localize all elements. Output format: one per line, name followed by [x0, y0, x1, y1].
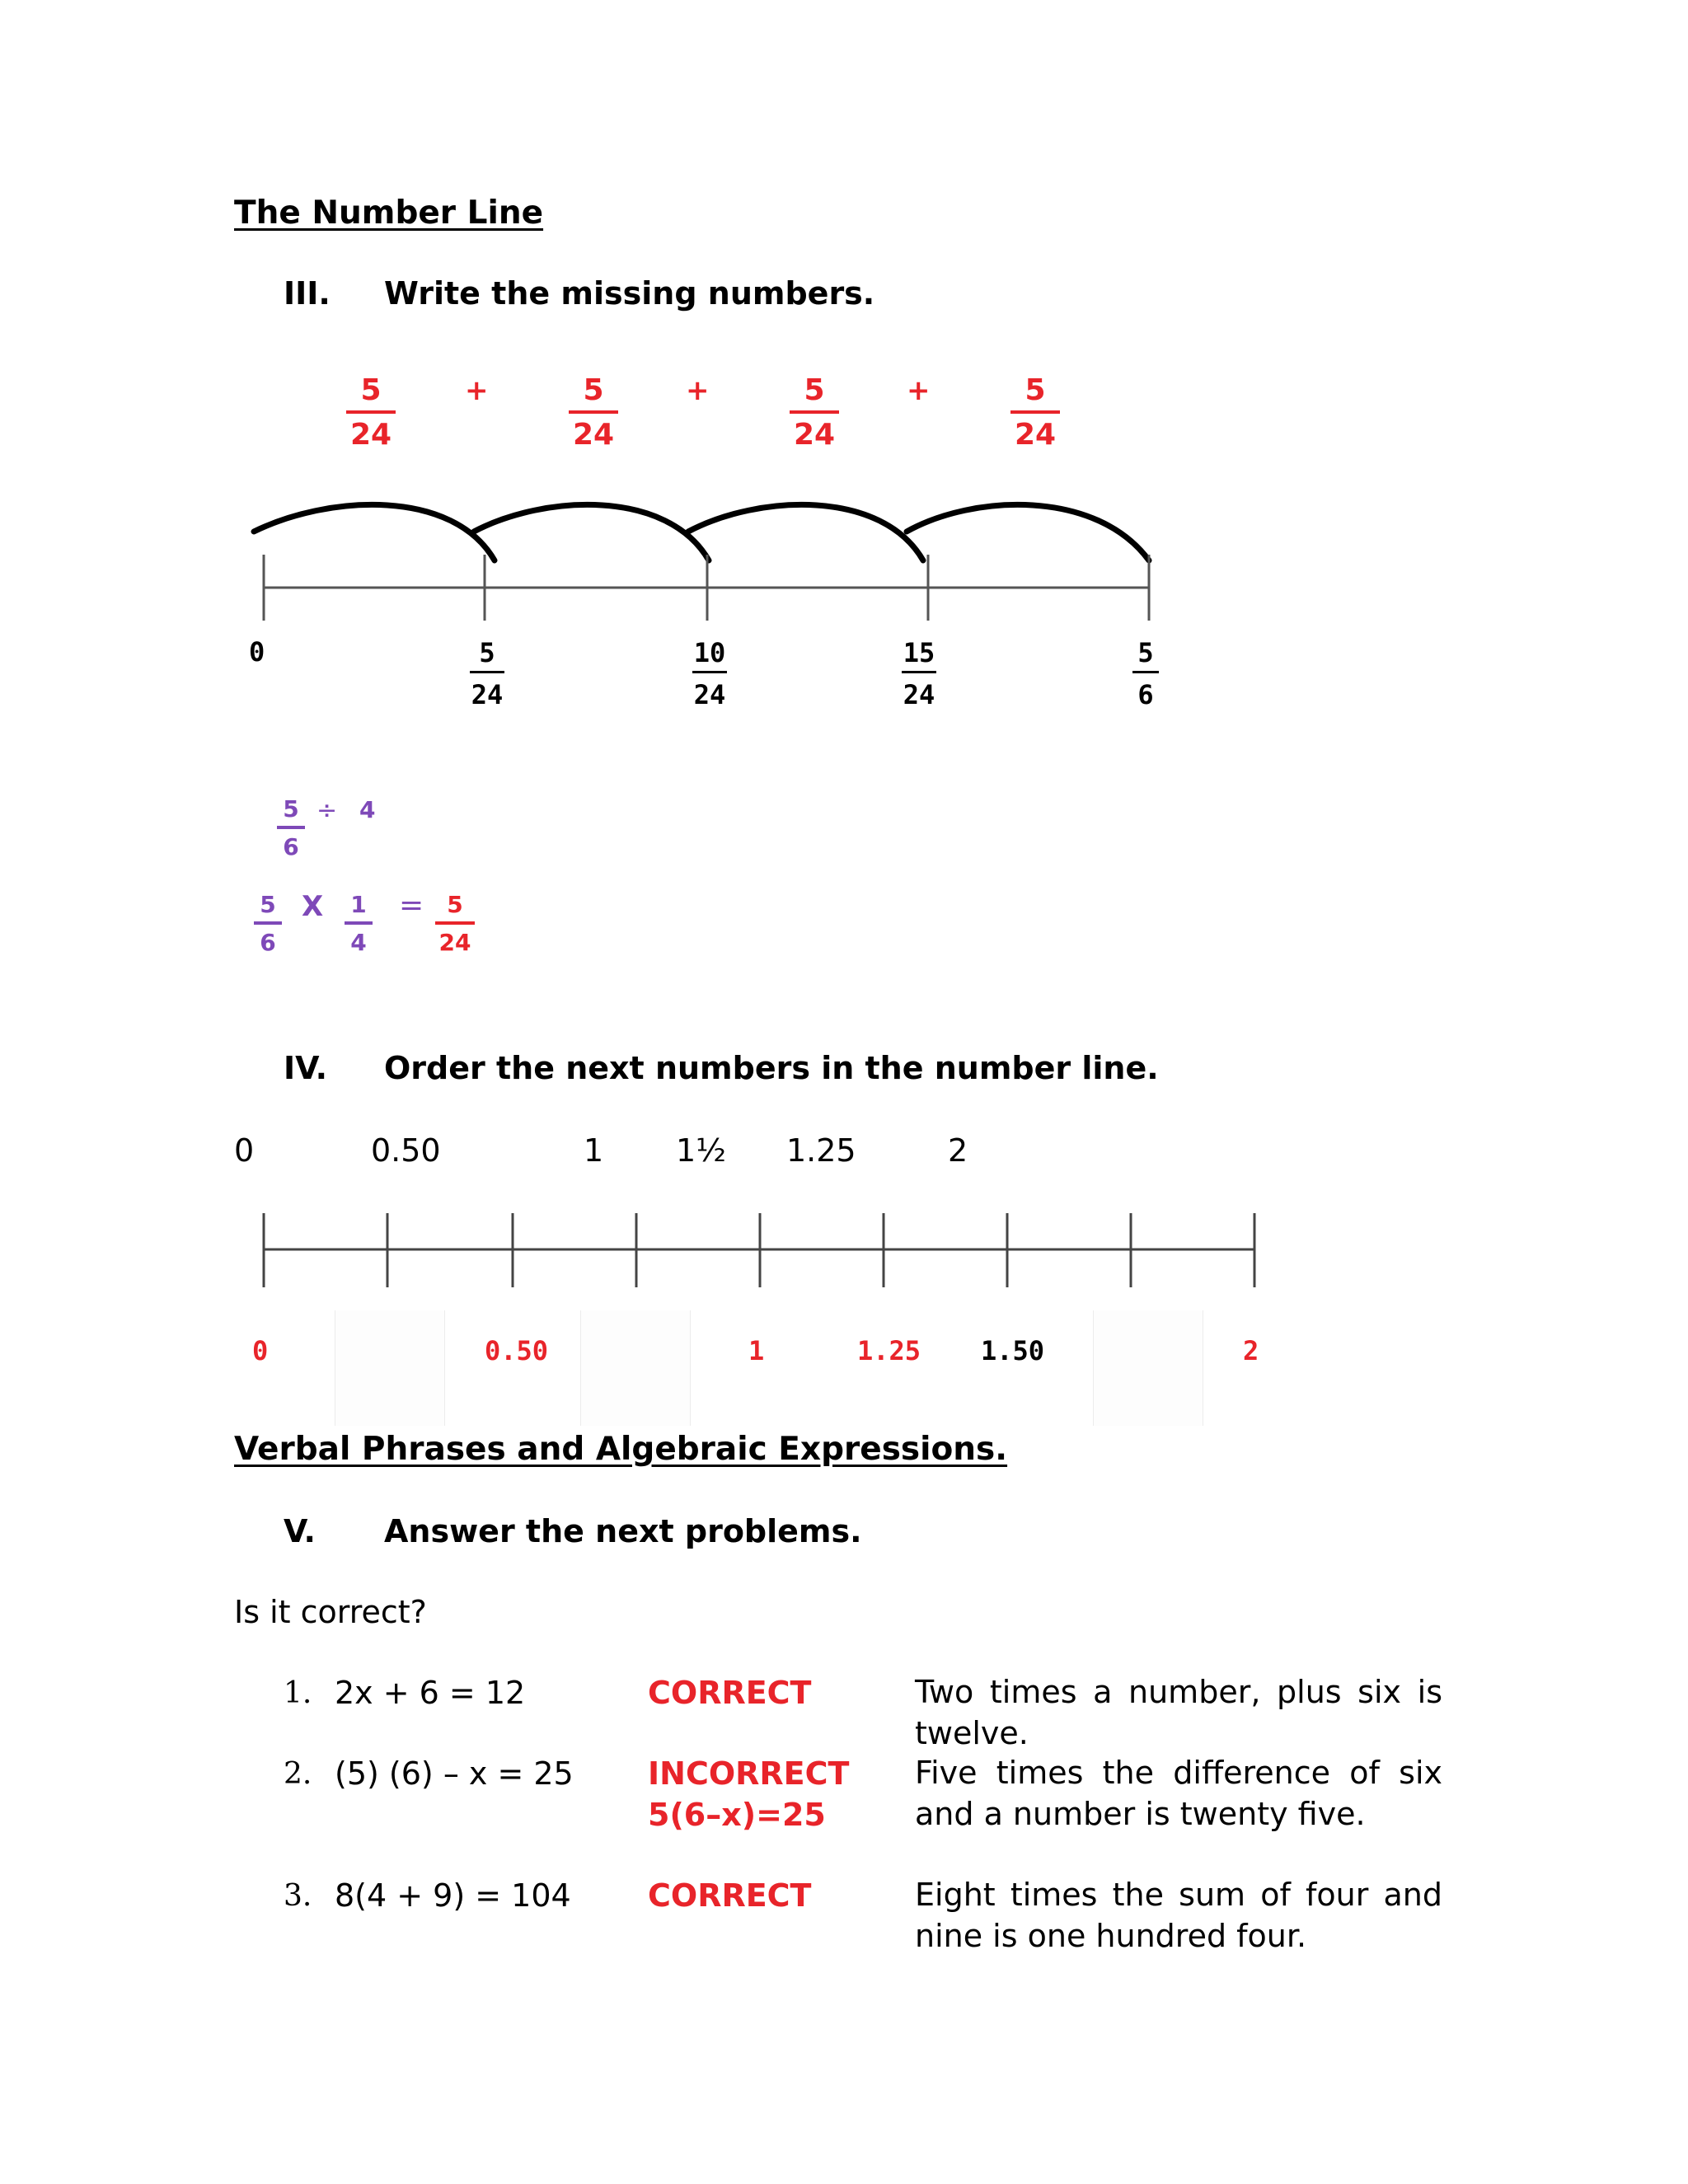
- answer-blank-2: [580, 1310, 691, 1426]
- order-item-4: 1.25: [786, 1132, 856, 1169]
- problem-3-verbal: Eight times the sum of four and nine is one hundred four.: [915, 1877, 1442, 1954]
- section-number-iii: III.: [284, 275, 331, 312]
- sum-term-4: $\frac{5}{24}$: [1010, 376, 1060, 450]
- plus-sign-2: +: [686, 374, 710, 407]
- number-line-label-10-24: $\frac{10}{24}$: [693, 637, 726, 710]
- work-mult-fraction-b: $\frac{1}{4}$: [345, 893, 373, 954]
- number-line-label-5-6: $\frac{5}{6}$: [1132, 640, 1159, 708]
- sum-term-2: $\frac{5}{24}$: [569, 376, 618, 450]
- order-item-2: 1: [584, 1132, 604, 1169]
- work-result-fraction: $\frac{5}{24}$: [435, 893, 475, 954]
- work-mult-fraction-a: $\frac{5}{6}$: [254, 893, 282, 954]
- order-item-5: 2: [948, 1132, 968, 1169]
- problem-2-status: INCORRECT: [648, 1755, 850, 1792]
- problem-1-status: CORRECT: [648, 1675, 812, 1711]
- number-line-fractions: [239, 482, 1170, 630]
- plus-sign-1: +: [465, 374, 489, 407]
- nl2-label-2: 2: [1243, 1335, 1259, 1366]
- problem-1-verbal: Two times a number, plus six is twelve.: [915, 1674, 1442, 1751]
- section-title-iii: Write the missing numbers.: [384, 275, 875, 312]
- section-number-iv: IV.: [284, 1050, 328, 1086]
- section-heading-verbal-phrases: Verbal Phrases and Algebraic Expressions.: [234, 1431, 1008, 1468]
- order-item-1: 0.50: [371, 1132, 441, 1169]
- problem-2-verbal: Five times the difference of six and a number is twenty five.: [915, 1755, 1442, 1832]
- number-line-decimals: [247, 1212, 1269, 1294]
- jump-arc-1: [254, 504, 495, 560]
- number-line-label-15-24: $\frac{15}{24}$: [903, 637, 935, 710]
- nl2-label-0: 0: [252, 1335, 269, 1366]
- section-title-iv: Order the next numbers in the number line.: [384, 1050, 1159, 1086]
- plus-sign-3: +: [907, 374, 931, 407]
- work-fraction-5-6: $\frac{5}{6}$: [277, 798, 305, 859]
- problem-1-number: 1.: [284, 1676, 312, 1710]
- problem-2-number: 2.: [284, 1757, 312, 1791]
- work-divide-sign: ÷: [316, 796, 338, 825]
- work-equals-sign: =: [399, 888, 424, 922]
- answer-blank-3: [1093, 1310, 1203, 1426]
- section-number-v: V.: [284, 1513, 316, 1549]
- question-text: Is it correct?: [234, 1594, 427, 1630]
- work-divisor: 4: [359, 796, 376, 823]
- nl2-label-1-25: 1.25: [857, 1335, 921, 1366]
- problem-1-expression: 2x + 6 = 12: [335, 1675, 526, 1711]
- problem-3-status: CORRECT: [648, 1877, 812, 1914]
- nl2-label-1-50: 1.50: [981, 1335, 1045, 1366]
- work-times-sign: X: [302, 890, 324, 923]
- number-line-label-zero: 0: [249, 636, 265, 668]
- sum-term-3: $\frac{5}{24}$: [790, 376, 839, 450]
- jump-arc-3: [688, 504, 923, 560]
- problem-3-number: 3.: [284, 1879, 312, 1913]
- problem-3-expression: 8(4 + 9) = 104: [335, 1877, 571, 1914]
- section-heading-number-line: The Number Line: [234, 194, 544, 232]
- nl2-label-1: 1: [748, 1335, 765, 1366]
- number-line-label-5-24: $\frac{5}{24}$: [471, 637, 504, 710]
- section-title-v: Answer the next problems.: [384, 1513, 862, 1549]
- nl2-label-0-50: 0.50: [485, 1335, 549, 1366]
- problem-2-expression: (5) (6) – x = 25: [335, 1755, 574, 1792]
- sum-term-1: $\frac{5}{24}$: [346, 376, 396, 450]
- jump-arc-2: [474, 504, 709, 560]
- answer-blank-1: [335, 1310, 445, 1426]
- jump-arc-4: [907, 504, 1149, 560]
- problem-2-correction: 5(6–x)=25: [648, 1797, 826, 1833]
- order-item-3: 1½: [676, 1132, 727, 1169]
- order-item-0: 0: [234, 1132, 255, 1169]
